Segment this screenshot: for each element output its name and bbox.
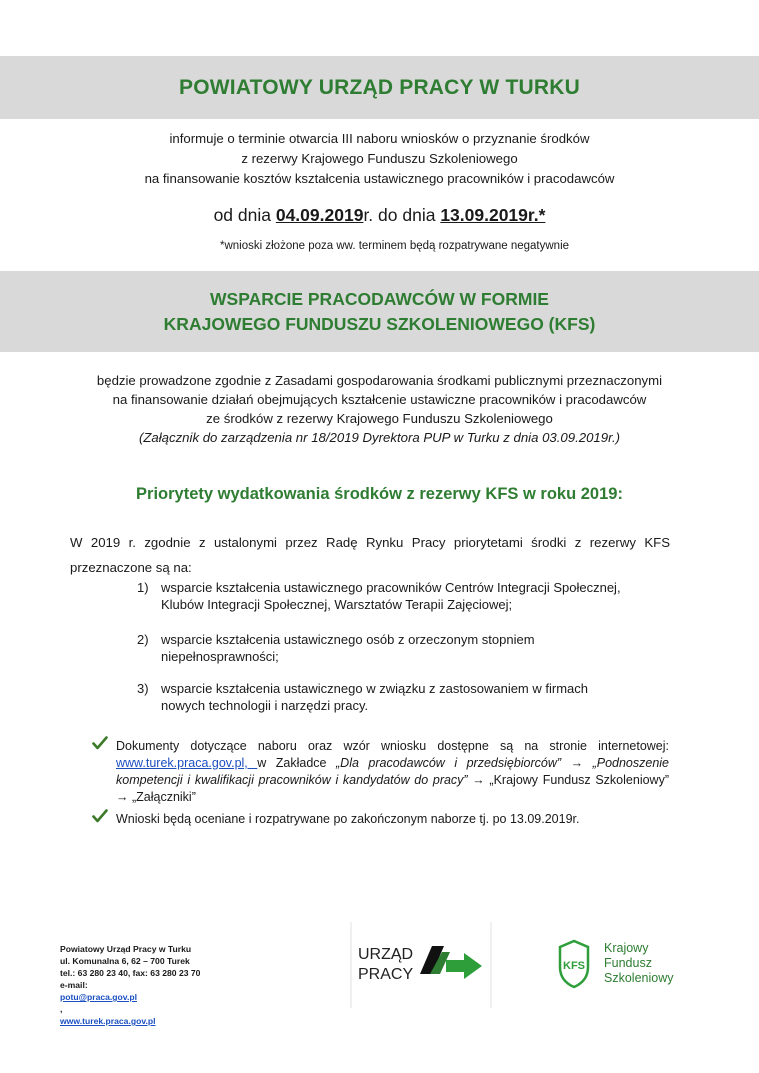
bullet-documents: [116, 738, 669, 806]
date-prefix: od dnia: [213, 205, 276, 225]
page-title: POWIATOWY URZĄD PRACY W TURKU: [179, 75, 580, 99]
description-reference: (Załącznik do zarządzenia nr 18/2019 Dyrektora PUP w Turku z dnia 03.09.2019r.): [138, 430, 621, 445]
footer-phone: tel.: 63 280 23 40, fax: 63 280 23 70: [60, 968, 201, 978]
kfs-logo: [556, 937, 696, 989]
description-line: na finansowanie działań obejmujących kształcenie ustawiczne pracowników i pracodawców: [112, 392, 647, 407]
list-number: 1): [137, 580, 149, 595]
arrow-text: →: [561, 756, 593, 770]
logo-text: Krajowy: [604, 941, 649, 955]
section-band: [0, 271, 759, 352]
intro-text: [0, 129, 759, 189]
email-link[interactable]: potu@praca.gov.pl: [60, 992, 137, 1002]
list-item-text: wsparcie kształcenia ustawicznego osób z orzeczonym stopniem: [161, 632, 535, 647]
description-line: ze środków z rezerwy Krajowego Funduszu Szkoleniowego: [206, 411, 553, 426]
list-number: 3): [137, 681, 149, 696]
logo-text: PRACY: [358, 966, 414, 983]
bullet-text: kompetencji i kwalifikacji pracowników i kandydatów do pracy”: [116, 773, 468, 787]
section-title-line: KRAJOWEGO FUNDUSZU SZKOLENIOWEGO (KFS): [163, 313, 596, 334]
logo-text: URZĄD: [358, 946, 414, 963]
bullet-text: „Dla pracodawców i przedsiębiorców”: [336, 756, 562, 770]
footer-name: Powiatowy Urząd Pracy w Turku: [60, 944, 192, 954]
description-line: będzie prowadzone zgodnie z Zasadami gospodarowania środkami publicznymi przeznaczonymi: [96, 373, 663, 388]
intro-line: informuje o terminie otwarcia III naboru wniosków o przyznanie środków: [169, 131, 590, 146]
date-range: [0, 205, 759, 226]
section-title-line: WSPARCIE PRACODAWCÓW W FORMIE: [210, 288, 549, 309]
date-note: *wnioski złożone poza ww. terminem będą rozpatrywane negatywnie: [220, 240, 570, 252]
list-number: 2): [137, 632, 149, 647]
kfs-mark: KFS: [563, 960, 585, 972]
bullet-line: → „Załączniki”: [116, 790, 196, 804]
list-item-text: wsparcie kształcenia ustawicznego w związku z zastosowaniem w firmach: [161, 681, 588, 696]
logo-text: Szkoleniowy: [604, 971, 674, 985]
date-from: 04.09.2019: [275, 205, 364, 225]
list-item-text: nowych technologii i narzędzi pracy.: [161, 698, 369, 713]
intro-line: z rezerwy Krajowego Funduszu Szkoleniowego: [241, 151, 518, 166]
bullet-text: „Podnoszenie: [592, 756, 670, 770]
list-item: [137, 680, 657, 714]
priorities-paragraph: [70, 530, 670, 580]
footer-contact: [60, 979, 200, 1027]
priorities-title: Priorytety wydatkowania środków z rezerwy KFS w roku 2019:: [136, 485, 623, 503]
date-to: 13.09.2019r.*: [440, 205, 546, 225]
bullet-text: → „Krajowy Fundusz Szkoleniowy”: [467, 773, 669, 787]
description: [0, 371, 759, 447]
footer-address: [60, 943, 200, 1027]
website-link[interactable]: www.turek.praca.gov.pl,: [116, 756, 258, 770]
list-item: [137, 579, 657, 613]
list-item: [137, 631, 657, 665]
paragraph-line: przeznaczone są na:: [70, 560, 192, 575]
bullet-line: Dokumenty dotyczące naboru oraz wzór wniosku dostępne są na stronie internetowej:: [116, 739, 669, 753]
intro-line: na finansowanie kosztów kształcenia ustawicznego pracowników i pracodawców: [144, 171, 615, 186]
header-band: [0, 56, 759, 119]
bullet-text: w Zakładce: [257, 756, 336, 770]
urzad-pracy-logo: [350, 922, 492, 1008]
checkmark-icon: [92, 808, 108, 824]
list-item-text: wsparcie kształcenia ustawicznego pracowników Centrów Integracji Społecznej,: [161, 580, 621, 595]
list-item-text: Klubów Integracji Społecznej, Warsztatów Terapii Zajęciowej;: [161, 597, 513, 612]
footer-street: ul. Komunalna 6, 62 – 700 Turek: [60, 956, 190, 966]
date-mid: r. do dnia: [363, 205, 441, 225]
logo-text: Fundusz: [604, 956, 652, 970]
separator: ,: [60, 1004, 63, 1014]
bullet-evaluation: Wnioski będą oceniane i rozpatrywane po zakończonym naborze tj. po 13.09.2019r.: [116, 812, 580, 826]
email-label: e-mail:: [60, 980, 88, 990]
paragraph-line: W 2019 r. zgodnie z ustalonymi przez Radę Rynku Pracy priorytetami środki z rezerwy KFS: [70, 535, 670, 550]
checkmark-icon: [92, 735, 108, 751]
list-item-text: niepełnosprawności;: [161, 649, 279, 664]
website-link[interactable]: www.turek.praca.gov.pl: [60, 1016, 156, 1026]
